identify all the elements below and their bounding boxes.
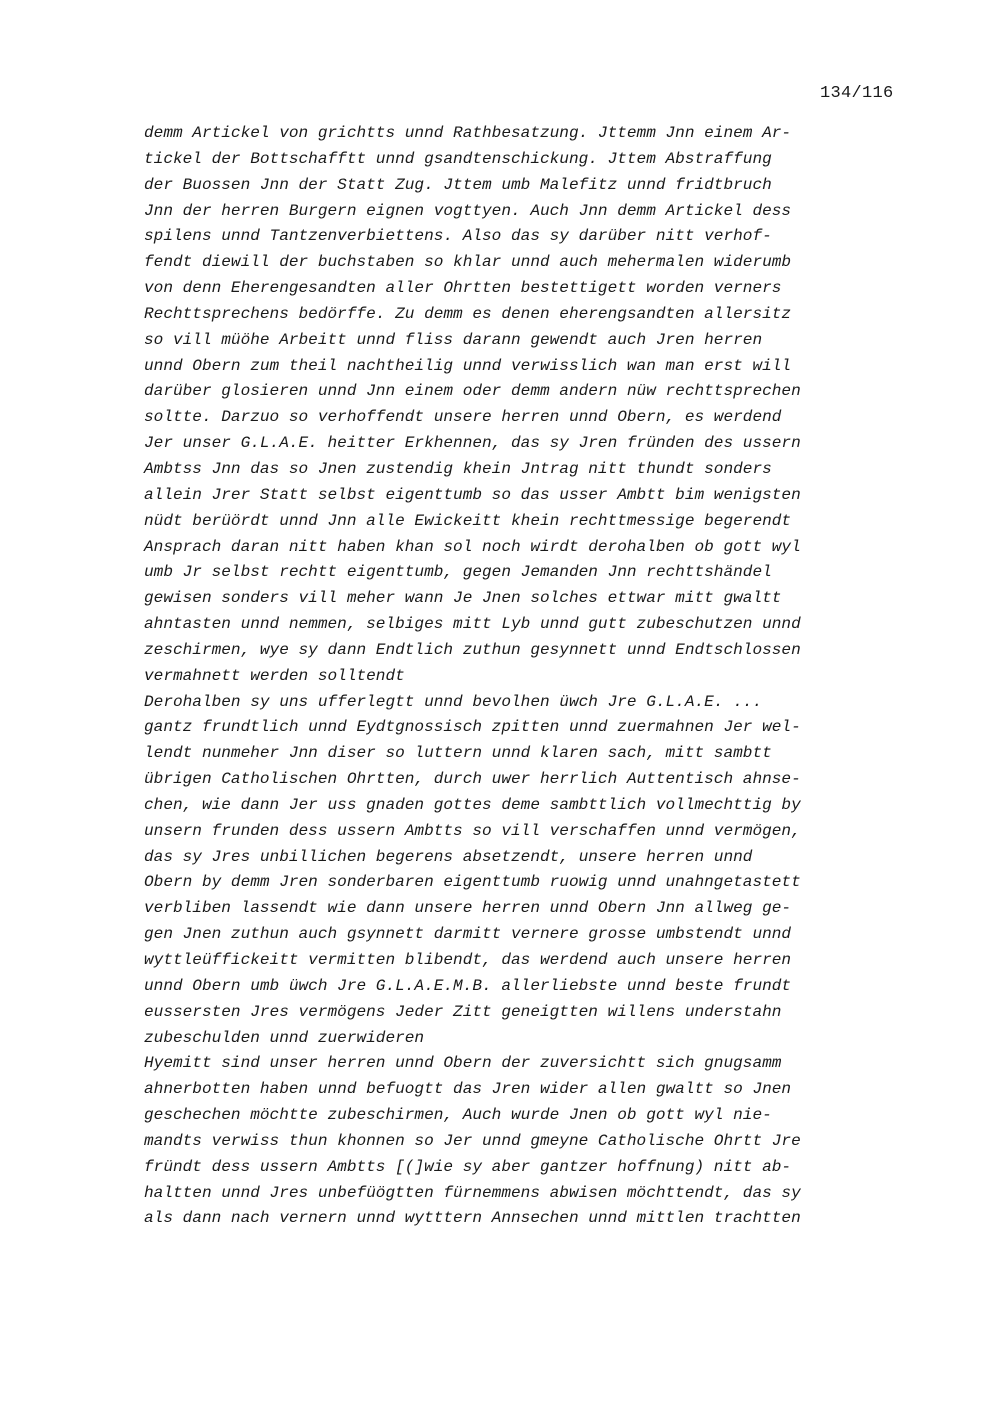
text-line: Rechttsprechens bedörffe. Zu demm es denen eherengsandten allersitz	[144, 304, 792, 323]
text-line: wyttleüffickeitt vermitten blibendt, das werdend auch unsere herren	[144, 951, 792, 969]
transcription-text	[144, 121, 924, 1232]
text-line: fendt diewill der buchstaben so khlar unnd auch mehermalen widerumb	[144, 253, 792, 272]
text-line: mandts verwiss thun khonnen so Jer unnd gmeyne Catholische Ohrtt Jre	[144, 1131, 801, 1150]
text-line: das sy Jres unbillichen begerens absetzendt, unsere herren unnd	[144, 847, 753, 866]
text-line: umb Jr selbst rechtt eigenttumb, gegen Jemanden Jnn rechttshändel	[144, 563, 772, 582]
text-line: Derohalben sy uns ufferlegtt unnd bevolhen üwch Jre G.L.A.E. ...	[144, 692, 763, 711]
text-line: Jer unser G.L.A.E. heitter Erkhennen, das sy Jren fründen des ussern	[144, 434, 801, 453]
text-line: eussersten Jres vermögens Jeder Zitt geneigtten willens understahn	[144, 1002, 782, 1021]
text-line: ahnerbotten haben unnd befuogtt das Jren wider allen gwaltt so Jnen	[144, 1080, 792, 1099]
text-line: Ansprach daran nitt haben khan sol noch wirdt derohalben ob gott wyl	[144, 537, 801, 556]
text-line: soltte. Darzuo so verhoffendt unsere herren unnd Obern, es werdend	[144, 408, 782, 427]
text-line: gantz frundtlich unnd Eydtgnossisch zpitten unnd zuermahnen Jer wel-	[144, 718, 801, 737]
text-line: spilens unnd Tantzenverbiettens. Also das sy darüber nitt verhof-	[144, 227, 772, 246]
text-line: fründt dess ussern Ambtts [(]wie sy aber gantzer hoffnung) nitt ab-	[144, 1157, 792, 1176]
text-line: gewisen sonders vill meher wann Je Jnen solches ettwar mitt gwaltt	[144, 589, 782, 608]
text-line: der Buossen Jnn der Statt Zug. Jttem umb Malefitz unnd fridtbruch	[144, 175, 772, 194]
text-line: als dann nach vernern unnd wytttern Annsechen unnd mittlen trachtten	[144, 1209, 801, 1228]
text-line: zeschirmen, wye sy dann Endtlich zuthun gesynnett unnd Endtschlossen	[144, 640, 801, 659]
text-line: lendt nunmeher Jnn diser so luttern unnd klaren sach, mitt sambtt	[144, 744, 772, 763]
text-line: übrigen Catholischen Ohrtten, durch uwer herrlich Auttentisch ahnse-	[144, 770, 801, 789]
text-line: Obern by demm Jren sonderbaren eigenttumb ruowig unnd unahngetastett	[144, 873, 801, 892]
text-line: verbliben lassendt wie dann unsere herren unnd Obern Jnn allweg ge-	[144, 899, 792, 918]
page-number: 134/116	[820, 84, 894, 103]
text-line: allein Jrer Statt selbst eigenttumb so das usser Ambtt bim wenigsten	[144, 485, 801, 504]
text-line: haltten unnd Jres unbefüögtten fürnemmens abwisen möchttendt, das sy	[144, 1183, 801, 1202]
text-line: von denn Eherengesandten aller Ohrtten bestettigett worden verners	[144, 279, 782, 298]
text-line: Hyemitt sind unser herren unnd Obern der zuversichtt sich gnugsamm	[144, 1054, 782, 1073]
text-line: geschechen möchtte zubeschirmen, Auch wurde Jnen ob gott wyl nie-	[144, 1106, 772, 1125]
text-line: unsern frunden dess ussern Ambtts so vill verschaffen unnd vermögen,	[144, 821, 801, 840]
text-line: so vill müöhe Arbeitt unnd fliss darann gewendt auch Jren herren	[144, 330, 763, 349]
text-line: darüber glosieren unnd Jnn einem oder demm andern nüw rechttsprechen	[144, 382, 801, 401]
text-line: vermahnett werden solltendt	[144, 666, 405, 685]
text-line: Jnn der herren Burgern eignen vogttyen. Auch Jnn demm Artickel dess	[144, 201, 792, 220]
text-line: demm Artickel von grichtts unnd Rathbesatzung. Jttemm Jnn einem Ar-	[144, 124, 792, 142]
text-line: ahntasten unnd nemmen, selbiges mitt Lyb unnd gutt zubeschutzen unnd	[144, 615, 801, 634]
text-line: chen, wie dann Jer uss gnaden gottes deme sambttlich vollmechttig by	[144, 795, 801, 814]
text-line: unnd Obern zum theil nachtheilig unnd verwisslich wan man erst will	[144, 356, 792, 375]
text-line: zubeschulden unnd zuerwideren	[144, 1028, 425, 1047]
text-line: gen Jnen zuthun auch gsynnett darmitt vernere grosse umbstendt unnd	[144, 925, 792, 944]
text-line: unnd Obern umb üwch Jre G.L.A.E.M.B. allerliebste unnd beste frundt	[144, 976, 792, 995]
text-line: Ambtss Jnn das so Jnen zustendig khein Jntrag nitt thundt sonders	[144, 459, 772, 478]
text-line: nüdt berüördt unnd Jnn alle Ewickeitt khein rechttmessige begerendt	[144, 511, 792, 530]
text-line: tickel der Bottschafftt unnd gsandtenschickung. Jttem Abstraffung	[144, 149, 772, 168]
